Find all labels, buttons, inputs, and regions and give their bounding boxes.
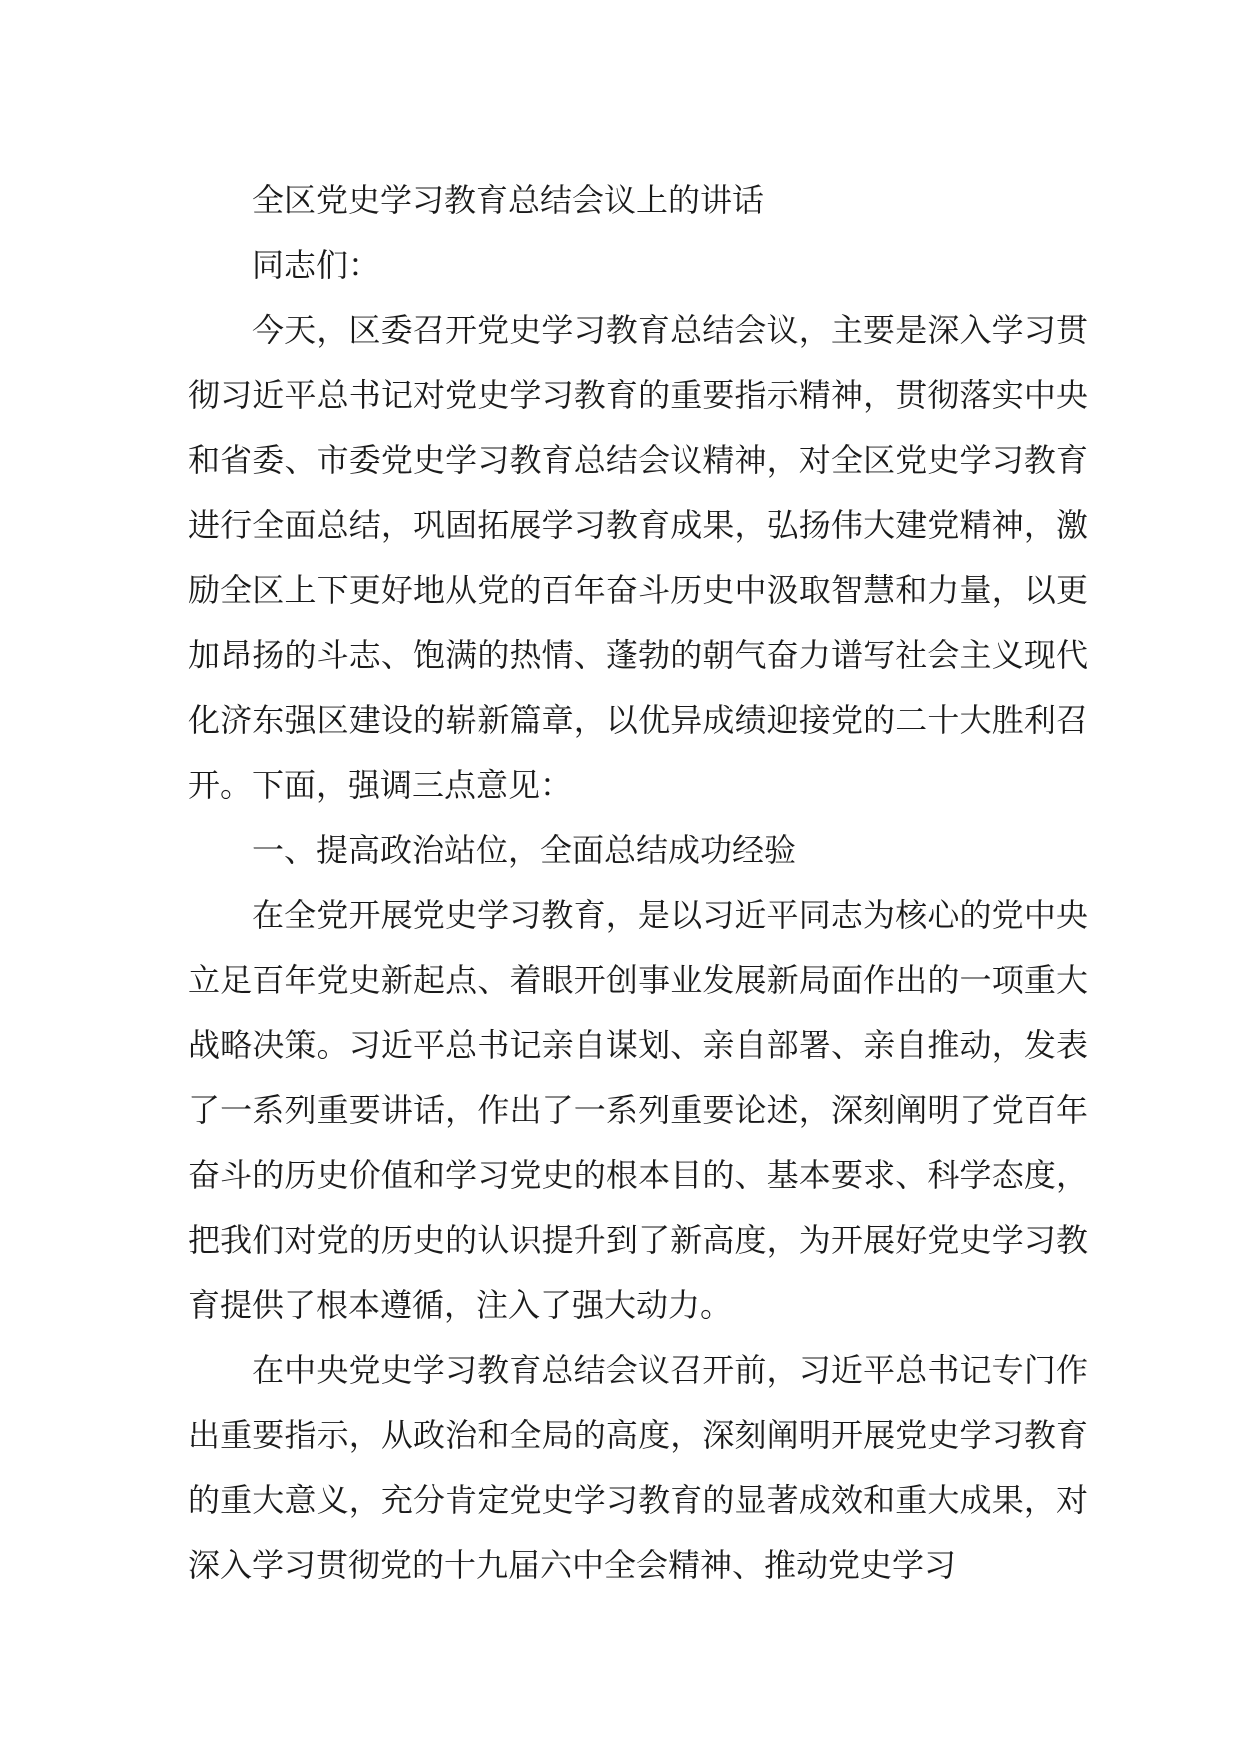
paragraph-intro: 今天，区委召开党史学习教育总结会议，主要是深入学习贯彻习近平总书记对党史学习教育的重要指示精神，贯彻落实中央和省委、市委党史学习教育总结会议精神，对全区党史学习教育进行全面总结，巩固拓展学习教育成果，弘扬伟大建党精神，激励全区上下更好地从党的百年奋斗历史中汲取智慧和力量，以更加昂扬的斗志、饱满的热情、蓬勃的朝气奋力谱写社会主义现代化济东强区建设的崭新篇章，以优异成绩迎接党的二十大胜利召开。下面，强调三点意见： xyxy=(188,311,1088,804)
salutation: 同志们： xyxy=(252,246,381,284)
document-body xyxy=(188,168,1088,1598)
document-title: 全区党史学习教育总结会议上的讲话 xyxy=(252,181,765,219)
paragraph-body: 在中央党史学习教育总结会议召开前，习近平总书记专门作出重要指示，从政治和全局的高度，深刻阐明开展党史学习教育的重大意义，充分肯定党史学习教育的显著成效和重大成果，对深入学习贯彻党的十九届六中全会精神、推动党史学习 xyxy=(188,1351,1088,1584)
section-heading: 一、提高政治站位，全面总结成功经验 xyxy=(252,831,797,869)
paragraph-body: 在全党开展党史学习教育，是以习近平同志为核心的党中央立足百年党史新起点、着眼开创事业发展新局面作出的一项重大战略决策。习近平总书记亲自谋划、亲自部署、亲自推动，发表了一系列重要讲话，作出了一系列重要论述，深刻阐明了党百年奋斗的历史价值和学习党史的根本目的、基本要求、科学态度，把我们对党的历史的认识提升到了新高度，为开展好党史学习教育提供了根本遵循，注入了强大动力。 xyxy=(188,896,1088,1324)
